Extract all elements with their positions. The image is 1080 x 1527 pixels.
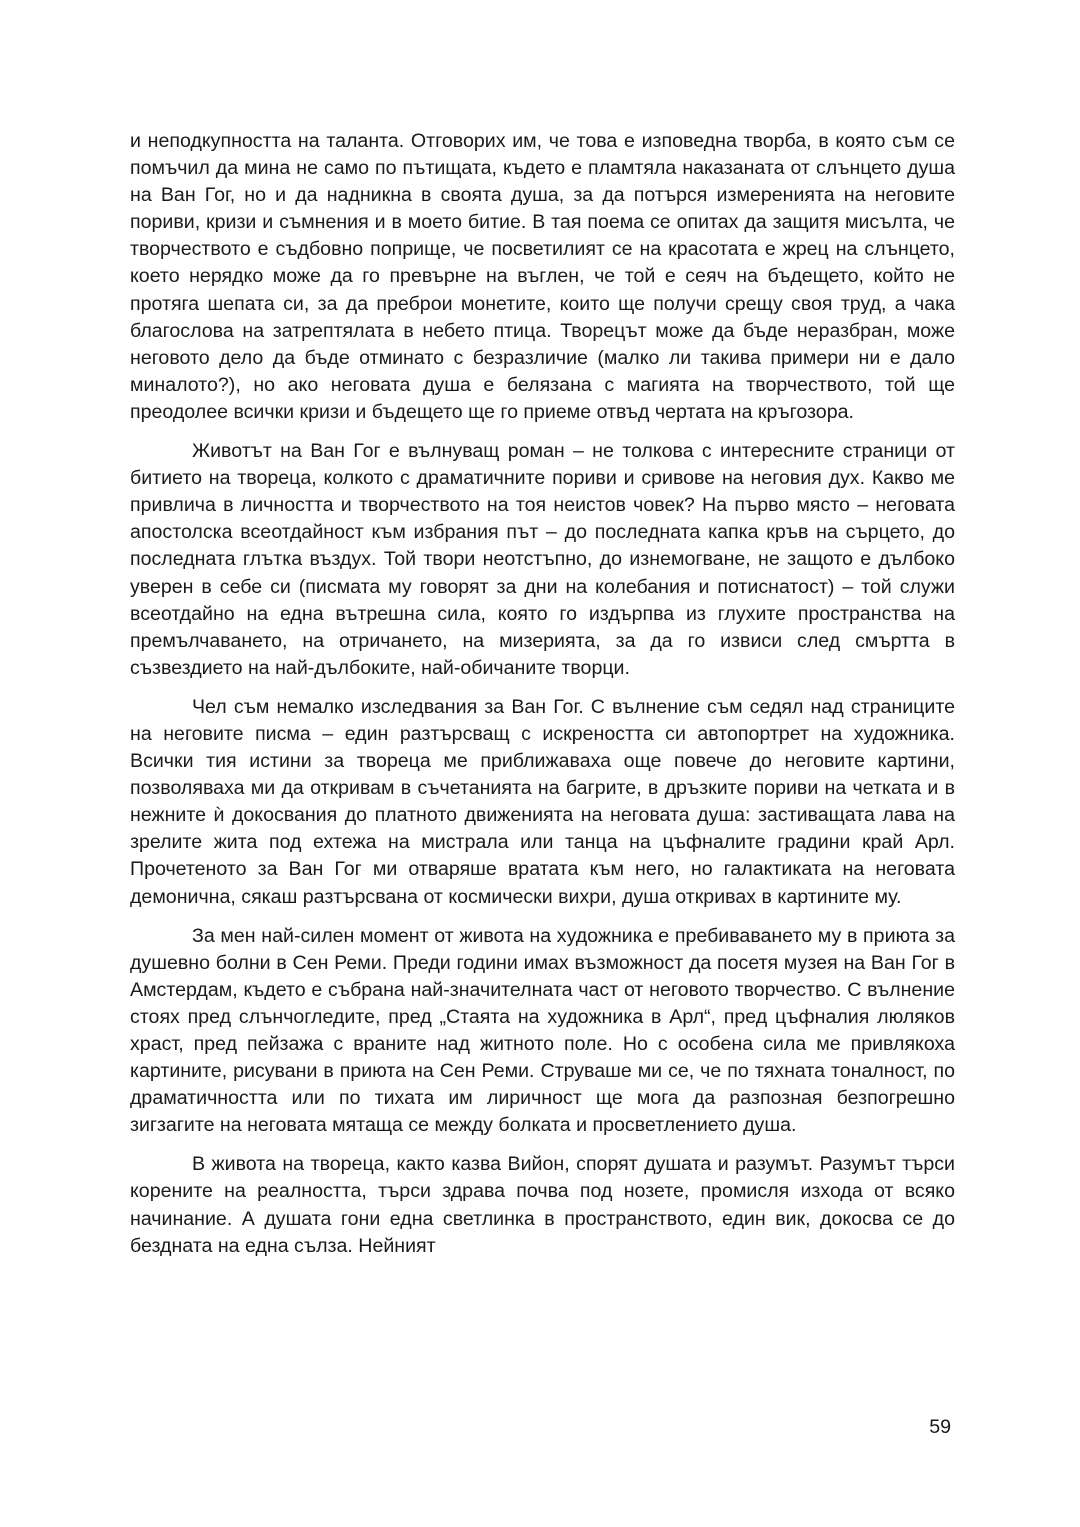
paragraph-3: Чел съм немалко изследвания за Ван Гог. С вълнение съм седял над страниците на неговите писма – един разтърсващ с искреността си автопортрет на художника. Всички тия истини за твореца ме приближаваха още повече до неговите картини, позволяваха ми да откривам в съчетанията на багрите, в дръзките пориви на четката и в нежните ѝ докосвания до платното движенията на неговата душа: застиващата лава на зрелите жита под ехтежа на мистрала или танца на цъфналите градини край Арл. Прочетеното за Ван Гог ми отваряше вратата към него, но галактиката на неговата демонична, сякаш разтърсвана от космически вихри, душа откривах в картините му. (130, 695, 955, 908)
body-text (130, 128, 955, 1272)
page-number: 59 (929, 1416, 951, 1438)
paragraph-2: Животът на Ван Гог е вълнуващ роман – не толкова с интересните страници от битието на твореца, колкото с драматичните пориви и сривове на неговия дух. Какво ме привлича в личността и творчеството на тоя неистов човек? На първо място – неговата апостолска всеотдайност към избрания път – до последната капка кръв на сърцето, до последната глътка въздух. Той твори неотстъпно, до изнемогване, не защото е дълбоко уверен в себе си (писмата му говорят за дни на колебания и потиснатост) – той служи всеотдайно на една вътрешна сила, която го издърпва из глухите пространства на премълчаването, на отричането, на мизерията, за да го извиси след смъртта в съзвездието на най-дълбоките, най-обичаните творци. (130, 440, 955, 679)
paragraph-4: За мен най-силен момент от живота на художника е пребиваването му в приюта за душевно болни в Сен Реми. Преди години имах възможност да посетя музея на Ван Гог в Амстердам, където е събрана най-значителната част от неговото творчество. С вълнение стоях пред слънчогледите, пред „Стаята на художника в Арл“, пред цъфналия люляков храст, пред пейзажа с враните над житното поле. Но с особена сила ме привлякоха картините, рисувани в приюта на Сен Реми. Струваше ми се, че по тяхната тоналност, по драматичността или по тихата им лиричност ще мога да разпозная безпогрешно зигзагите на неговата мятаща се между болката и просветлението душа. (130, 924, 955, 1137)
paragraph-1: и неподкупността на таланта. Отговорих им, че това е изповедна творба, в която съм се помъчил да мина не само по пътищата, където е пламтяла наказаната от слънцето душа на Ван Гог, но и да надникна в своята душа, за да потърся измеренията на неговите пориви, кризи и съмнения и в моето битие. В тая поема се опитах да защитя мисълта, че творчеството е съдбовно поприще, че посветилият се на красотата е жрец на слънцето, което нерядко може да го превърне на въглен, че той е сеяч на бъдещето, който не протяга шепата си, за да преброи монетите, които ще получи срещу своя труд, а чака благослова на затрептялата в небето птица. Творецът може да бъде неразбран, може неговото дело да бъде отминато с безразличие (малко ли такива примери ни е дало миналото?), но ако неговата душа е белязана с магията на творчеството, той ще преодолее всички кризи и бъдещето ще го приеме отвъд чертата на кръгозора. (130, 130, 955, 423)
paragraph-5: В живота на твореца, както казва Вийон, спорят душата и разумът. Разумът търси корените на реалността, търси здрава почва под нозете, промисля изхода от всяко начинание. А душата гони една светлинка в пространството, един вик, докосва се до бездната на една сълза. Нейният (130, 1153, 955, 1257)
